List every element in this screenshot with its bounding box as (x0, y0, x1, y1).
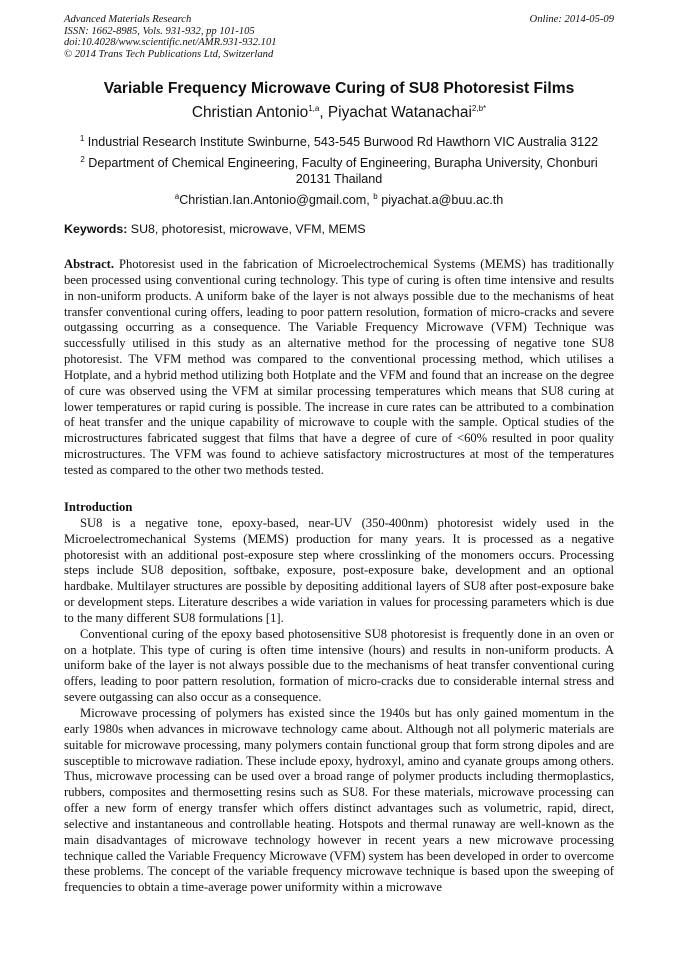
affiliation-2 (64, 152, 614, 187)
section-heading: Introduction (64, 500, 133, 514)
abstract-label: Abstract. (64, 257, 115, 271)
issn: ISSN: 1662-8985, Vols. 931-932, pp 101-105 (64, 25, 255, 37)
author-sup: 1,a (308, 104, 320, 113)
keywords (64, 222, 366, 236)
author-name: Christian Antonio (191, 104, 309, 122)
author-sup: 2,b* (471, 104, 487, 113)
aff-text: Department of Chemical Engineering, Faculty of Engineering, Burapha University, Chonburi 20131 Thailand (88, 156, 598, 187)
introduction-section (64, 500, 614, 896)
aff-sup: 2 (80, 155, 85, 164)
author-name: Piyachat Watanachai (327, 104, 472, 122)
email-link[interactable]: piyachat.a@buu.ac.th (381, 193, 504, 208)
doi: doi:10.4028/www.scientific.net/AMR.931-932.101 (64, 37, 277, 49)
keywords-label: Keywords: (64, 222, 128, 236)
journal-name: Advanced Materials Research (64, 14, 192, 25)
paragraph: Conventional curing of the epoxy based photosensitive SU8 photoresist is frequently done in an oven or on a hotplate. This type of curing is often time intensive (hours) and results in non-uniform products. A uniform bake of the layer is not always possible due to the mechanisms of heat transfer conventional curing offers, leading to poor pattern resolution, formation of micro-cracks due to considerable internal stress and severe outgassing can also occur as a consequence. (64, 626, 614, 705)
paragraph: Microwave processing of polymers has existed since the 1940s but has only gained momentum in the early 1980s when advances in microwave technology came about. Although not all polymeric materials are suitable for microwave processing, many polymers contain functional group that form strong dipoles and are susceptible to microwave radiation. These include epoxy, hydroxyl, amino and cyanate groups among others. Thus, microwave processing can be used over a broad range of polymer products including thermoplastics, rubbers, composites and thermosetting resins such as SU8. For these materials, microwave processing can offer a new form of energy transfer which offers distinct advantages such as volumetric, rapid, direct, selective and instantaneous and controllable heating. Hotspots and thermal runaway are well-known as the main disadvantages of microwave technology however in recent years a new microwave processing technique called the Variable Frequency Microwave (VFM) system has been developed in order to overcome these problems. The concept of the variable frequency microwave technique is based upon the sweeping of frequencies to obtain a time-average power uniformity within a microwave (64, 705, 614, 895)
aff-text: Industrial Research Institute Swinburne, 543-545 Burwood Rd Hawthorn VIC Australia 3122 (87, 135, 599, 150)
copyright: © 2014 Trans Tech Publications Ltd, Switzerland (64, 48, 274, 60)
email-sup: b (373, 192, 378, 201)
journal-header (64, 14, 277, 60)
paragraph: SU8 is a negative tone, epoxy-based, near-UV (350-400nm) photoresist widely used in the Microelectromechanical Systems (MEMS) production for many years. It is processed as a negative photoresist with an additional post-exposure step where crosslinking of the monomers occurs. Processing steps include SU8 deposition, softbake, exposure, post-exposure bake, development and an optional hardbake. Multilayer structures are possible by depositing additional layers of SU8 after post-exposure bake or development steps. Literature describes a wide variation in values for processing parameters which is due to the many different SU8 formulations [1]. (64, 515, 614, 625)
authors: Christian Antonio$^{1,a}$, Piyachat Watanachai$^{2,b*}$ (191, 104, 487, 122)
aff-sup: 1 (79, 134, 85, 143)
email-sup: a (174, 192, 180, 201)
affiliation-1 (64, 131, 614, 150)
email-link[interactable]: Christian.Ian.Antonio@gmail.com, (179, 193, 374, 208)
online-date: Online: 2014-05-09 (529, 14, 614, 25)
emails (64, 189, 614, 208)
paper-title: Variable Frequency Microwave Curing of SU8 Photoresist Films (103, 80, 575, 97)
abstract (64, 257, 614, 479)
keywords-text: SU8, photoresist, microwave, VFM, MEMS (127, 222, 366, 236)
abstract-text: Photoresist used in the fabrication of Microelectrochemical Systems (MEMS) has traditionally been processed using conventional curing technology. This type of curing is often time intensive and results in non-uniform products. A uniform bake of the layer is not always possible due to the mechanisms of heat transfer conventional curing offers, leading to poor pattern resolution, formation of micro-cracks and severe outgassing occurring as a consequence. The Variable Frequency Microwave (VFM) Technique was successfully utilised in this study as an alternative method for the processing of negative tone SU8 photoresist. The VFM method was compared to the conventional processing method, which utilises a Hotplate, and a hybrid method utilizing both Hotplate and the VFM and found that an increase on the degree of cure was observed using the VFM at similar processing temperatures which means that SU8 curing at lower temperatures or rapid curing is possible. The increase in cure rates can be attributed to a combination of heat transfer and the unique capability of microwave to couple with the sample. Optical studies of the microstructures fabricated suggest that films that have a degree of cure of <60% resulted in poor quality microstructures. The VFM was found to achieve satisfactory microstructures at most of the temperatures tested as compared to the other two methods tested. (64, 257, 614, 477)
